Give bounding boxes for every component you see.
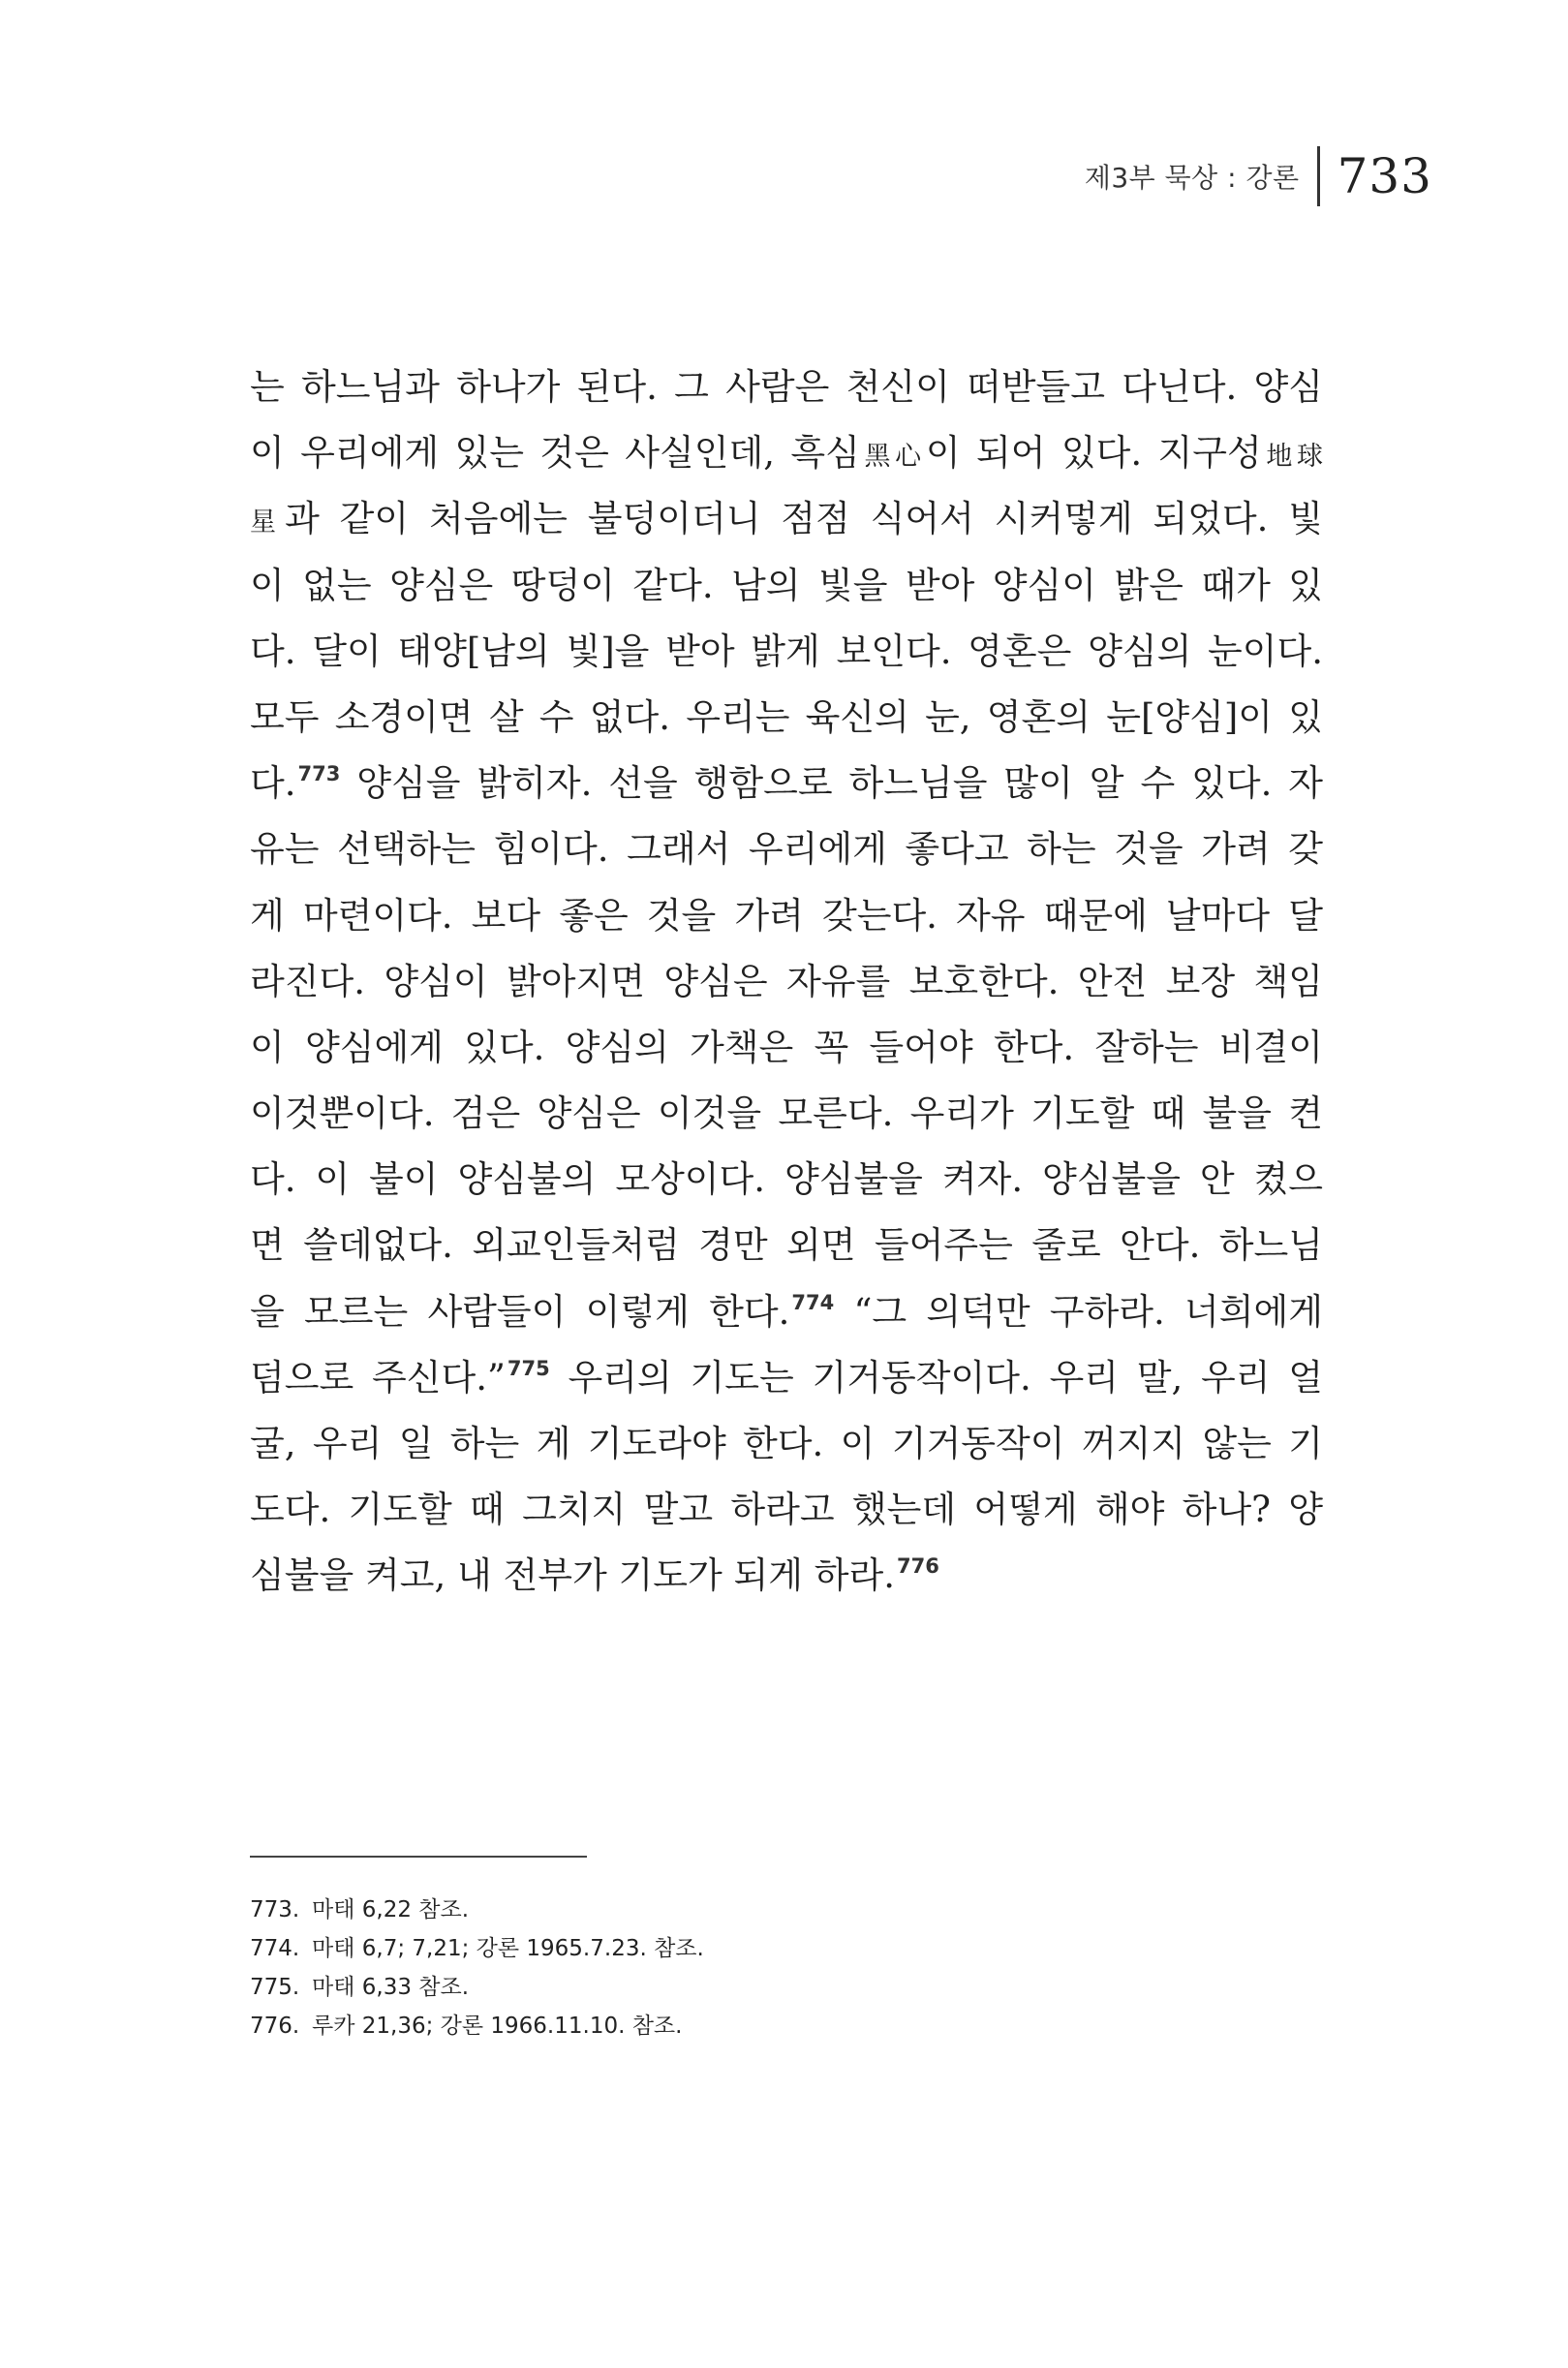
text-line: 이 우리에게 있는 것은 사실인데, 흑심黑心이 되어 있다. 지구성地球 <box>250 432 1324 475</box>
text-line: 다. 달이 태양[남의 빛]을 받아 밝게 보인다. 영혼은 양심의 눈이다. <box>250 630 1323 672</box>
text-line: 도다. 기도할 때 그치지 말고 하라고 했는데 어떻게 해야 하나? 양 <box>250 1489 1323 1531</box>
footnote-number: 774. <box>250 1936 300 1961</box>
footnote-number: 776. <box>250 2014 300 2039</box>
footnote-separator <box>250 1856 587 1858</box>
page-number: 733 <box>1337 148 1432 204</box>
hanja-annotation: 地球 <box>1261 442 1324 473</box>
footnote-text: 마태 6,22 참조. <box>312 1897 470 1922</box>
text-line: 게 마련이다. 보다 좋은 것을 가려 갖는다. 자유 때문에 날마다 달 <box>250 894 1323 937</box>
text-line: 을 모르는 사람들이 이렇게 한다.$^{774}$ “그 의덕만 구하라. 너희에게 <box>250 1290 1323 1333</box>
footnote-list <box>250 1891 704 2045</box>
footnote-text: 루카 21,36; 강론 1966.11.10. 참조. <box>312 2014 683 2039</box>
text-line: 이 없는 양심은 땅덩이 같다. 남의 빛을 받아 양심이 밝은 때가 있 <box>250 564 1323 606</box>
text-line: 모두 소경이면 살 수 없다. 우리는 육신의 눈, 영혼의 눈[양심]이 있 <box>250 695 1323 738</box>
header-divider <box>1317 146 1320 206</box>
running-header <box>1085 145 1432 207</box>
footnote-text: 마태 6,7; 7,21; 강론 1965.7.23. 참조. <box>312 1936 704 1961</box>
footnote-ref-776: 776 <box>896 1554 939 1579</box>
text-line: 는 하느님과 하나가 된다. 그 사람은 천신이 떠받들고 다닌다. 양심 <box>250 366 1323 408</box>
footnote-ref-773: 773 <box>297 762 341 786</box>
body-paragraph <box>250 354 1323 1610</box>
footnote-number: 773. <box>250 1897 300 1922</box>
text-line: 면 쓸데없다. 외교인들처럼 경만 외면 들어주는 줄로 안다. 하느님 <box>250 1224 1323 1267</box>
text-line: 다.$^{773}$ 양심을 밝히자. 선을 행함으로 하느님을 많이 알 수 있다. 자 <box>250 762 1323 805</box>
hanja-annotation: 黑心 <box>859 442 926 473</box>
footnote-item <box>250 1968 704 2007</box>
section-title: 제3부 묵상 : 강론 <box>1084 162 1300 194</box>
footnote-ref-775: 775 <box>507 1356 550 1380</box>
text-line: 굴, 우리 일 하는 게 기도라야 한다. 이 기거동작이 꺼지지 않는 기 <box>250 1423 1323 1464</box>
footnote-number: 775. <box>250 1975 300 2000</box>
footnote-ref-774: 774 <box>791 1290 835 1314</box>
text-line: 심불을 켜고, 내 전부가 기도가 되게 하라.$^{776}$ <box>250 1554 939 1597</box>
hanja-annotation: 星 <box>250 507 286 538</box>
text-line: 星과 같이 처음에는 불덩이더니 점점 식어서 시커멓게 되었다. 빛 <box>250 498 1324 540</box>
text-line: 덤으로 주신다.”$^{775}$ 우리의 기도는 기거동작이다. 우리 말, 우리 얼 <box>250 1356 1323 1399</box>
footnote-item <box>250 1929 704 1968</box>
text-line: 다. 이 불이 양심불의 모상이다. 양심불을 켜자. 양심불을 안 켰으 <box>250 1158 1323 1201</box>
text-line: 라진다. 양심이 밝아지면 양심은 자유를 보호한다. 안전 보장 책임 <box>250 960 1323 1002</box>
text-line: 이 양심에게 있다. 양심의 가책은 꼭 들어야 한다. 잘하는 비결이 <box>250 1026 1323 1068</box>
footnote-text: 마태 6,33 참조. <box>312 1975 470 2000</box>
text-line: 유는 선택하는 힘이다. 그래서 우리에게 좋다고 하는 것을 가려 갖 <box>250 828 1323 871</box>
footnote-item <box>250 2007 704 2045</box>
text-line: 이것뿐이다. 검은 양심은 이것을 모른다. 우리가 기도할 때 불을 켠 <box>250 1092 1323 1135</box>
footnote-item <box>250 1891 704 1929</box>
